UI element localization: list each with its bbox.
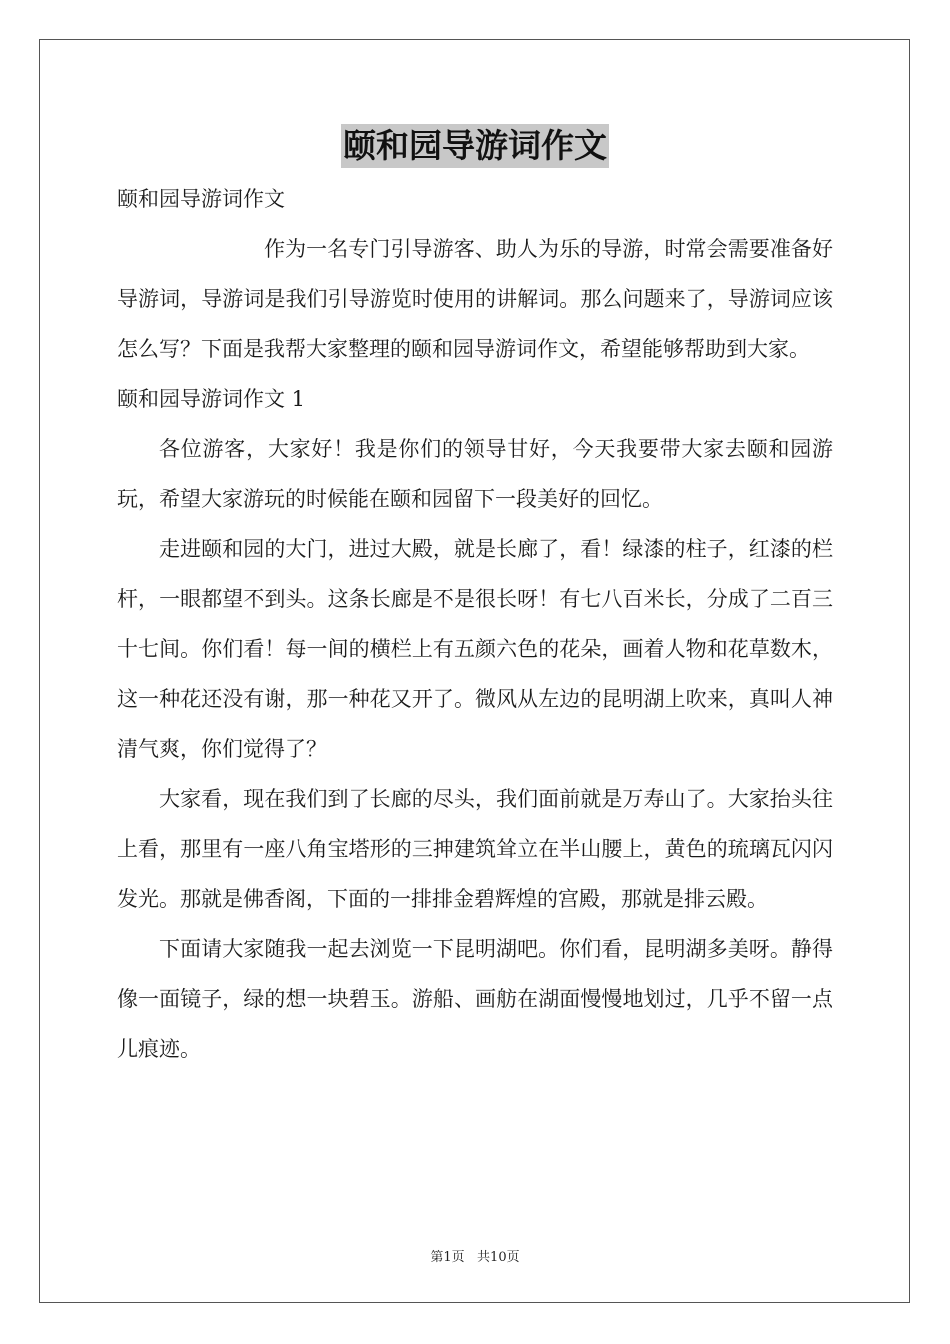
body-paragraph-3: 大家看，现在我们到了长廊的尽头，我们面前就是万寿山了。大家抬头往上看，那里有一座八角宝塔形的三抻建筑耸立在半山腰上，黄色的琉璃瓦闪闪发光。那就是佛香阁，下面的一排排金碧辉煌的宫殿，那就是排云殿。 — [117, 787, 833, 911]
body-paragraph-1: 各位游客，大家好！我是你们的领导甘好，今天我要带大家去颐和园游玩，希望大家游玩的时候能在颐和园留下一段美好的回忆。 — [117, 437, 833, 511]
section-heading: 颐和园导游词作文 1 — [117, 387, 306, 411]
document-subtitle: 颐和园导游词作文 — [117, 187, 285, 211]
document-title: 颐和园导游词作文 — [341, 124, 609, 168]
page-number: 第1页 共10页 — [430, 1250, 520, 1265]
document-body — [117, 174, 833, 1074]
body-paragraph-4: 下面请大家随我一起去浏览一下昆明湖吧。你们看，昆明湖多美呀。静得像一面镜子，绿的想一块碧玉。游船、画舫在湖面慢慢地划过，几乎不留一点儿痕迹。 — [117, 937, 833, 1061]
body-paragraph-2: 走进颐和园的大门，进过大殿，就是长廊了，看！绿漆的柱子，红漆的栏杆，一眼都望不到头。这条长廊是不是很长呀！有七八百米长，分成了二百三十七间。你们看！每一间的横栏上有五颜六色的花朵，画着人物和花草数木，这一种花还没有谢，那一种花又开了。微风从左边的昆明湖上吹来，真叫人神清气爽，你们觉得了？ — [117, 537, 833, 761]
title-container — [0, 124, 950, 168]
intro-paragraph: 作为一名专门引导游客、助人为乐的导游，时常会需要准备好导游词，导游词是我们引导游览时使用的讲解词。那么问题来了，导游词应该怎么写？下面是我帮大家整理的颐和园导游词作文，希望能够帮助到大家。 — [117, 237, 833, 361]
page-footer — [0, 1246, 950, 1265]
